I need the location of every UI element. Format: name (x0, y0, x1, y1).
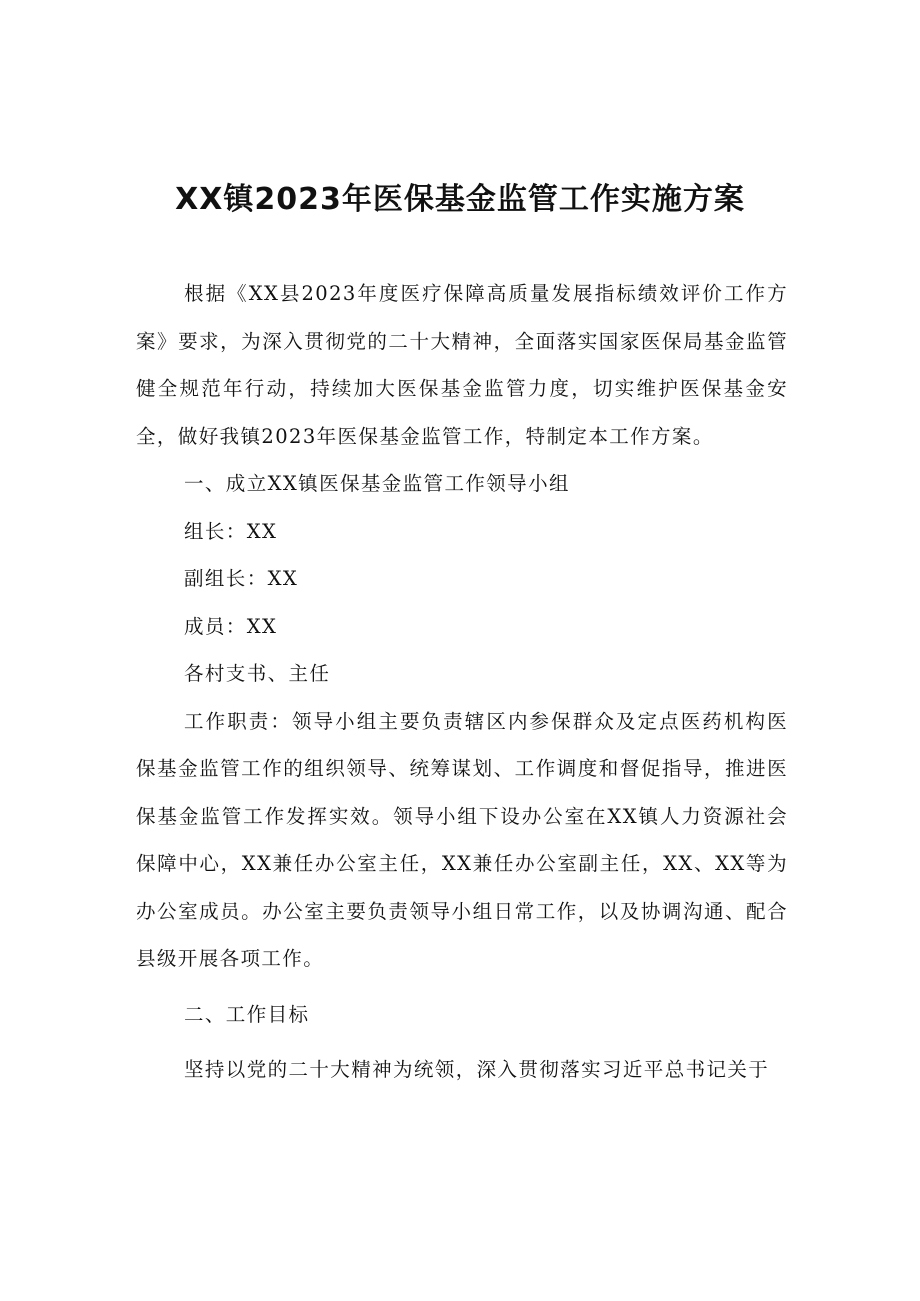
document-body (136, 270, 788, 1094)
paragraph-village-members: 各村支书、主任 (184, 662, 331, 685)
paragraph-members: 成员：XX (184, 614, 278, 638)
heading-section-2: 二、工作目标 (184, 1002, 310, 1026)
heading-section-1: 一、成立XX镇医保基金监管工作领导小组 (184, 472, 570, 495)
paragraph-leader: 组长：XX (184, 519, 278, 543)
paragraph-goals: 坚持以党的二十大精神为统领，深入贯彻落实习近平总书记关于 (184, 1058, 770, 1081)
document-title: XX镇2023年医保基金监管工作实施方案 (175, 182, 745, 217)
paragraph-duties: 工作职责：领导小组主要负责辖区内参保群众及定点医药机构医保基金监管工作的组织领导、统筹谋划、工作调度和督促指导，推进医保基金监管工作发挥实效。领导小组下设办公室在XX镇人力资源社会保障中心，XX兼任办公室主任，XX兼任办公室副主任，XX、XX等为办公室成员。办公室主要负责领导小组日常工作，以及协调沟通、配合县级开展各项工作。 (136, 709, 788, 970)
paragraph-deputy-leader: 副组长：XX (184, 567, 299, 590)
paragraph-intro: 根据《XX县2023年度医疗保障高质量发展指标绩效评价工作方案》要求，为深入贯彻党的二十大精神，全面落实国家医保局基金监管健全规范年行动，持续加大医保基金监管力度，切实维护医保基金安全，做好我镇2023年医保基金监管工作，特制定本工作方案。 (136, 282, 788, 448)
